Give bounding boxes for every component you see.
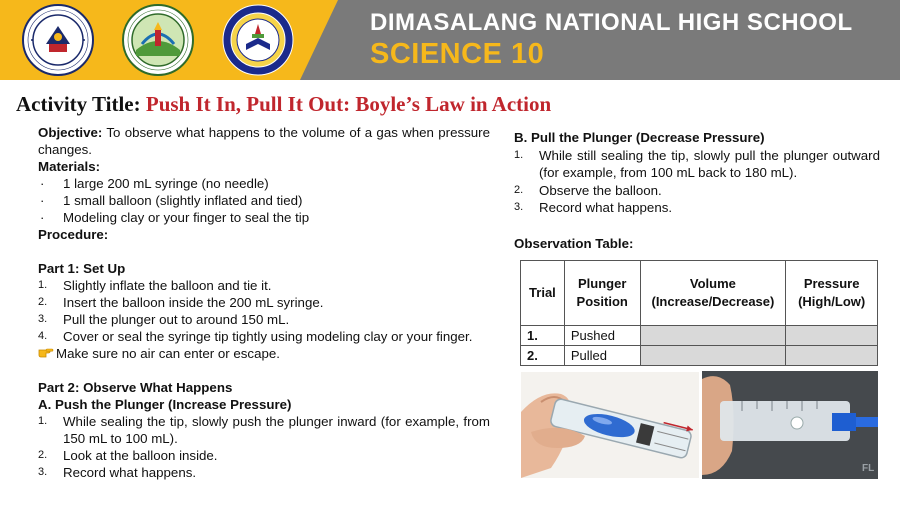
- material-text: 1 small balloon (slightly inflated and tied): [63, 193, 303, 208]
- table-cell: [786, 346, 878, 366]
- list-item: · 1 small balloon (slightly inflated and tied): [40, 193, 303, 208]
- list-item: 2. Look at the balloon inside.: [38, 448, 218, 463]
- activity-title: [16, 92, 551, 117]
- list-item: 1. While sealing the tip, slowly push the plunger inward (for example, from 150 mL to 100 mL).: [38, 414, 490, 446]
- right-column: [514, 129, 880, 217]
- syringe-closeup-photo: [702, 371, 878, 479]
- materials-label: Materials:: [38, 159, 101, 174]
- material-text: Modeling clay or your finger to seal the tip: [63, 210, 310, 225]
- list-item: 4. Cover or seal the syringe tip tightly using modeling clay or your finger.: [38, 329, 473, 344]
- objective-label: Objective:: [38, 125, 103, 140]
- procedure-label: Procedure:: [38, 227, 109, 242]
- part1-label: Part 1: Set Up: [38, 261, 126, 276]
- deped-seal-logo: [22, 4, 94, 76]
- observation-table-title: Observation Table:: [514, 236, 634, 251]
- activity-title-text: Push It In, Pull It Out: Boyle’s Law in Action: [145, 92, 552, 116]
- table-header-row: [521, 261, 878, 326]
- partB-label: B. Pull the Plunger (Decrease Pressure): [514, 130, 765, 145]
- materials-list: [38, 175, 490, 226]
- note: [38, 345, 490, 362]
- school-seal-logo: [222, 4, 294, 76]
- part1-steps: [38, 277, 490, 345]
- header-plunger-position: Plunger Position: [564, 261, 640, 326]
- header-pressure: Pressure (High/Low): [786, 261, 878, 326]
- table-cell: Pushed: [564, 326, 640, 346]
- objective: [38, 124, 490, 158]
- step-text: Insert the balloon inside the 200 mL syringe.: [63, 295, 324, 310]
- table-row: [521, 346, 878, 366]
- partB-steps: [514, 147, 880, 217]
- part2-label: Part 2: Observe What Happens: [38, 380, 233, 395]
- table-cell: [786, 326, 878, 346]
- step-text: Record what happens.: [539, 200, 673, 215]
- step-text: While still sealing the tip, slowly pull the plunger outward (for example, from 100 mL back to 180 mL).: [539, 147, 880, 180]
- header-volume: Volume (Increase/Decrease): [640, 261, 786, 326]
- list-item: 1. Slightly inflate the balloon and tie it.: [38, 278, 272, 293]
- table-cell: 2.: [521, 346, 565, 366]
- list-item: 1. While still sealing the tip, slowly pull the plunger outward (for example, from 100 mL back to 180 mL).: [514, 147, 880, 180]
- list-item: 3. Record what happens.: [514, 200, 673, 215]
- partA-steps: [38, 413, 490, 481]
- left-column: [38, 124, 490, 481]
- step-text: While sealing the tip, slowly push the plunger inward (for example, from 150 mL to 100 mL).: [63, 414, 490, 446]
- list-item: 2. Observe the balloon.: [514, 182, 662, 198]
- syringe-hand-photo: [521, 372, 699, 478]
- pointing-hand-icon: [38, 345, 56, 362]
- school-name: DIMASALANG NATIONAL HIGH SCHOOL: [370, 9, 853, 36]
- step-text: Record what happens.: [63, 465, 197, 480]
- list-item: 3. Pull the plunger out to around 150 mL.: [38, 312, 290, 327]
- list-item: · 1 large 200 mL syringe (no needle): [40, 176, 269, 191]
- step-text: Slightly inflate the balloon and tie it.: [63, 278, 272, 293]
- list-item: · Modeling clay or your finger to seal the tip: [40, 210, 310, 225]
- step-text: Cover or seal the syringe tip tightly using modeling clay or your finger.: [63, 329, 473, 344]
- list-item: 3. Record what happens.: [38, 465, 197, 480]
- subject-title: SCIENCE 10: [370, 38, 545, 70]
- photo-watermark: FL: [862, 463, 875, 474]
- activity-title-label: Activity Title:: [16, 92, 141, 116]
- partA-label: A. Push the Plunger (Increase Pressure): [38, 397, 292, 412]
- header-banner: [0, 0, 900, 80]
- table-cell: Pulled: [564, 346, 640, 366]
- table-row: [521, 326, 878, 346]
- table-cell: 1.: [521, 326, 565, 346]
- table-cell: [640, 326, 786, 346]
- step-text: Pull the plunger out to around 150 mL.: [63, 312, 290, 327]
- note-text: Make sure no air can enter or escape.: [56, 346, 280, 361]
- table-cell: [640, 346, 786, 366]
- observation-table: [520, 260, 878, 366]
- step-text: Observe the balloon.: [539, 182, 662, 198]
- material-text: 1 large 200 mL syringe (no needle): [63, 176, 269, 191]
- header-trial: Trial: [521, 261, 565, 326]
- division-seal-logo: [122, 4, 194, 76]
- objective-text: To observe what happens to the volume of a gas when pressure changes.: [38, 125, 490, 157]
- step-text: Look at the balloon inside.: [63, 448, 218, 463]
- list-item: 2. Insert the balloon inside the 200 mL syringe.: [38, 295, 324, 310]
